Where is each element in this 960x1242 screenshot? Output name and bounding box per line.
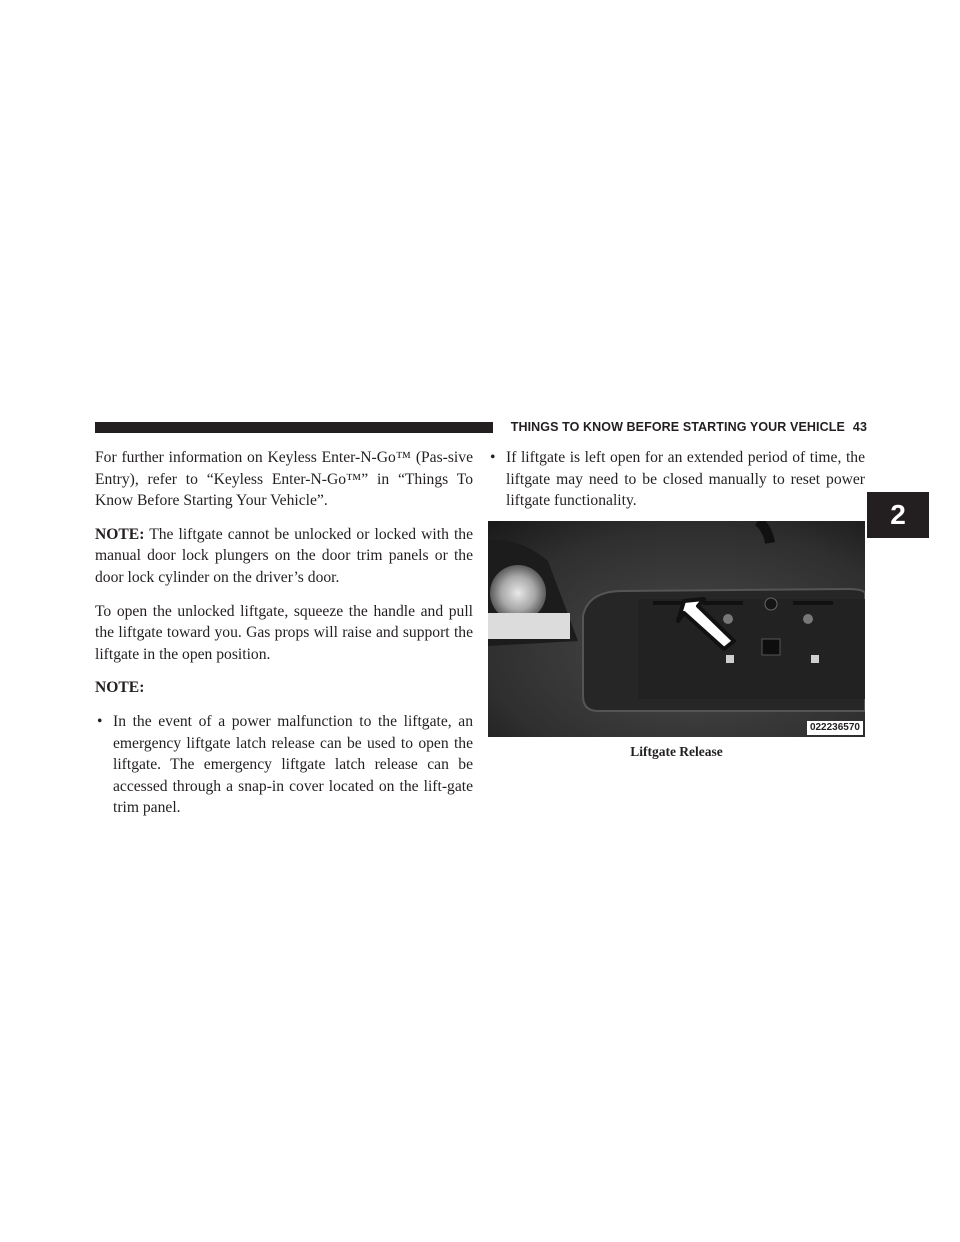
taillamp-lens [490, 565, 546, 621]
plate-mount [726, 655, 734, 663]
bullet-text: If liftgate is left open for an extended period of time, the liftgate may need to be closed manually to reset power liftgate functionality. [506, 449, 865, 510]
plate-screw [803, 614, 813, 624]
right-column [488, 447, 865, 524]
liftgate-photo [488, 521, 865, 737]
bullet-item [488, 447, 865, 512]
liftgate-illustration [488, 521, 865, 737]
page-number: 43 [852, 420, 867, 434]
light-slot [653, 601, 683, 605]
license-plate-area [638, 599, 865, 699]
note-label: NOTE: [95, 525, 145, 543]
bullet-marker: • [97, 712, 103, 730]
note-paragraph [95, 524, 473, 589]
note-heading: NOTE: [95, 679, 145, 697]
paragraph-keyless-reference: For further information on Keyless Enter-N-Go™ (Pas-sive Entry), refer to “Keyless Enter-N-Go™” in “Things To Know Before Starting Your Vehicle”. [95, 449, 473, 510]
paragraph-open-liftgate: To open the unlocked liftgate, squeeze the handle and pull the liftgate toward you. Gas props will raise and support the liftgate in the open position. [95, 602, 473, 663]
light-slot [793, 601, 833, 605]
left-column [95, 447, 473, 831]
light-slot [703, 601, 743, 605]
bullet-marker: • [490, 449, 496, 466]
section-title: THINGS TO KNOW BEFORE STARTING YOUR VEHICLE [510, 420, 845, 434]
chapter-tab: 2 [867, 492, 929, 538]
figure-code: 022236570 [807, 721, 863, 735]
plate-screw [723, 614, 733, 624]
liftgate-handle-button [762, 639, 780, 655]
plate-mount [811, 655, 819, 663]
bullet-text: In the event of a power malfunction to the liftgate, an emergency liftgate latch release can be used to open the liftgate. The emergency liftgate latch release can be accessed through a snap-in cover located on the lift-gate trim panel. [113, 712, 473, 817]
bullet-item [95, 711, 473, 819]
note-text: The liftgate cannot be unlocked or locked with the manual door lock plungers on the door trim panels or the door lock cylinder on the driver’s door. [95, 525, 473, 586]
header-rule [95, 422, 493, 433]
figure-caption: Liftgate Release [630, 744, 723, 759]
running-header [507, 419, 867, 435]
camera-lens [765, 598, 777, 610]
taillamp-reflector [488, 613, 570, 639]
